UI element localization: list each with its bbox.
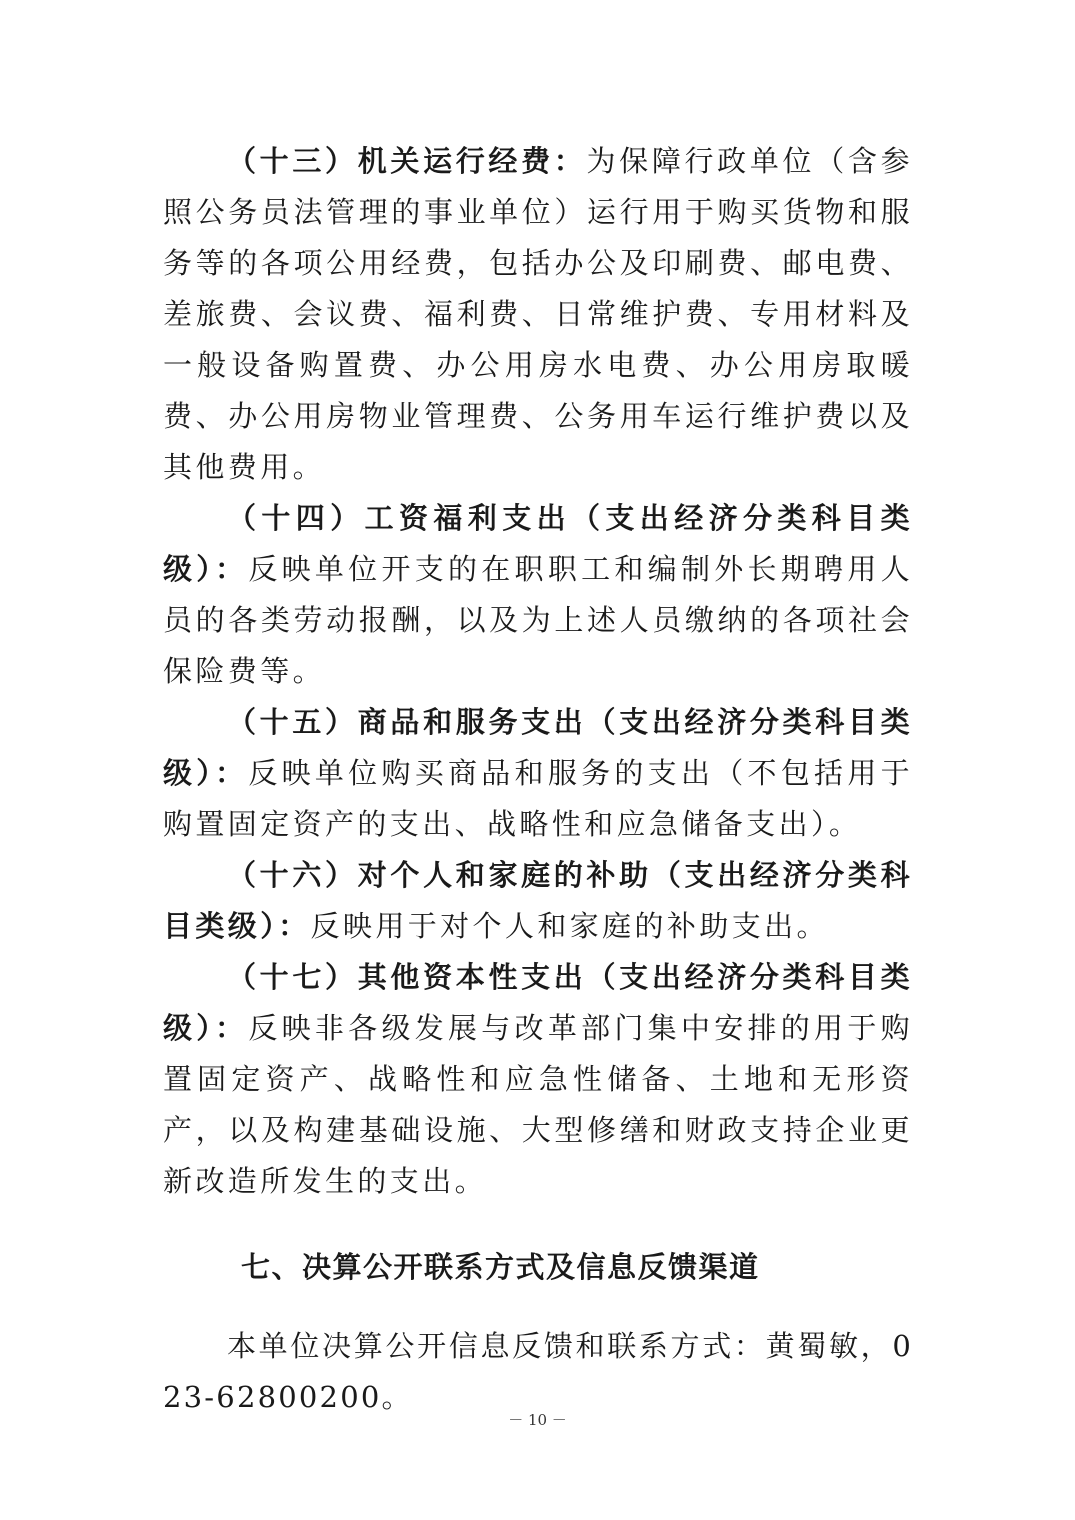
section-heading: 七、决算公开联系方式及信息反馈渠道 bbox=[241, 1250, 760, 1284]
paragraph-17-label: （十七）其他资本性支出（支出经济分类科目类级）： bbox=[163, 960, 913, 1045]
paragraph-13-label: （十三）机关运行经费： bbox=[227, 144, 587, 178]
paragraph-17 bbox=[163, 952, 913, 1207]
paragraph-13-text: 为保障行政单位（含参照公务员法管理的事业单位）运行用于购买货物和服务等的各项公用经费，包括办公及印刷费、邮电费、差旅费、会议费、福利费、日常维护费、专用材料及一般设备购置费、办公用房水电费、办公用房取暖费、办公用房物业管理费、公务用车运行维护费以及其他费用。 bbox=[163, 144, 913, 484]
paragraph-16 bbox=[163, 850, 913, 952]
contact-paragraph: 本单位决算公开信息反馈和联系方式：黄蜀敏，023-62800200。 bbox=[163, 1329, 913, 1414]
paragraph-15-text: 反映单位购买商品和服务的支出（不包括用于购置固定资产的支出、战略性和应急储备支出）。 bbox=[163, 756, 913, 841]
paragraph-14 bbox=[163, 493, 913, 697]
paragraph-17-text: 反映非各级发展与改革部门集中安排的用于购置固定资产、战略性和应急性储备、土地和无形资产，以及构建基础设施、大型修缮和财政支持企业更新改造所发生的支出。 bbox=[163, 1011, 913, 1198]
paragraph-15 bbox=[163, 697, 913, 850]
page-number: － 10 － bbox=[508, 1411, 567, 1429]
paragraph-15-label: （十五）商品和服务支出（支出经济分类科目类级）： bbox=[163, 705, 913, 790]
document-body bbox=[163, 136, 913, 1423]
paragraph-14-text: 反映单位开支的在职职工和编制外长期聘用人员的各类劳动报酬，以及为上述人员缴纳的各项社会保险费等。 bbox=[163, 552, 913, 688]
paragraph-13 bbox=[163, 136, 913, 493]
paragraph-16-label: （十六）对个人和家庭的补助（支出经济分类科目类级）： bbox=[163, 858, 913, 943]
paragraph-14-label: （十四）工资福利支出（支出经济分类科目类级）： bbox=[163, 501, 913, 586]
paragraph-16-text: 反映用于对个人和家庭的补助支出。 bbox=[310, 909, 829, 943]
